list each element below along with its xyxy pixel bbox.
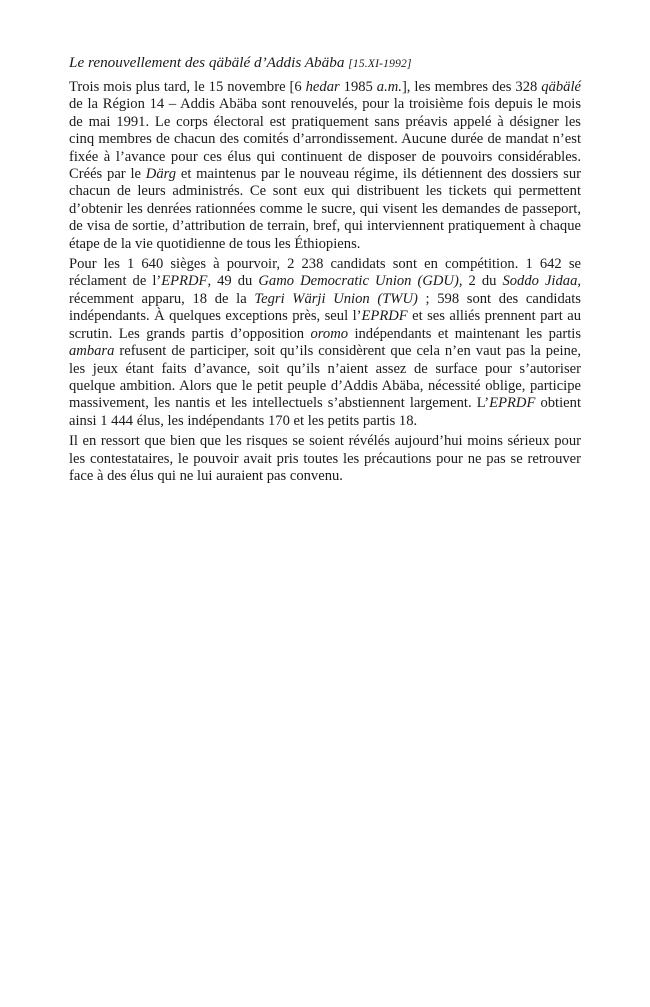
italic-run: EPRDF — [161, 273, 208, 290]
text-run: , 49 du — [207, 273, 259, 290]
section-title — [69, 54, 581, 73]
italic-run: EPRDF — [489, 395, 536, 412]
text-run: et maintenus par le nouveau régime, ils détiennent des dossiers sur chacun de leurs administrés. Ce sont eux qui distribuent les tickets qui permettent d’obtenir les denrées rationnées comme le sucre, qui visent les demandes de passeport, de visa de sortie, d’attribution de terrain, bref, qui interviennent pratiquement à chaque étape de la vie quotidienne de tous les Éthiopiens. — [69, 166, 581, 252]
italic-run: Gamo Democratic Union (GDU) — [258, 273, 459, 290]
text-run: indépendants et maintenant les partis — [348, 325, 581, 342]
text-run: de la Région 14 – Addis Abäba sont renouvelés, pour la troisième fois depuis le mois de mai 1991. Le corps électoral est pratiquement sans préavis appelé à désigner les cinq membres de chacun des comités d’arrondissement. Aucune durée de mandat n’est fixée à l’avance pour ces élus qui continuent de disposer de pouvoirs considérables. Créés par le — [69, 96, 581, 183]
italic-run: oromo — [310, 325, 349, 342]
italic-run: Soddo Jidaa — [502, 273, 578, 290]
italic-run: a.m. — [376, 79, 402, 95]
text-run: ], les membres des 328 — [401, 79, 542, 95]
text-run: Trois mois plus tard, le 15 novembre [6 — [69, 79, 306, 95]
text-run: Pour les 1 640 sièges à pourvoir, 2 238 candidats sont en compétition. 1 642 se réclament de l’ — [69, 256, 581, 290]
text-run: Il en ressort que bien que les risques se soient révélés aujourd’hui moins sérieux pour les contestataires, le pouvoir avait pris toutes les précautions pour ne pas se retrouver face à des élus qui ne lui auraient pas convenu. — [69, 433, 581, 484]
paragraph — [69, 256, 581, 430]
paragraph — [69, 433, 581, 485]
section-date: [15.XI-1992] — [348, 58, 412, 70]
italic-run: hedar — [305, 79, 340, 95]
text-run: 1985 — [339, 79, 377, 95]
italic-run: EPRDF — [361, 308, 408, 325]
text-run: , récemment apparu, 18 de la — [69, 273, 582, 307]
italic-run: Tegri Wärji Union (TWU) — [254, 290, 418, 307]
italic-run: Därg — [145, 166, 177, 183]
page-body — [69, 54, 581, 485]
text-run: , 2 du — [458, 273, 503, 290]
text-run: obtient ainsi 1 444 élus, les indépendants 170 et les petits partis 18. — [69, 395, 581, 429]
text-run: refusent de participer, soit qu’ils considèrent que cela n’en vaut pas la peine, les jeux étant faits d’avance, soit qu’ils n’aient assez de surface pour s’autoriser quelque ambition. Alors que le petit peuple d’Addis Abäba, nécessité oblige, participe massivement, les nantis et les intellectuels s’abstiennent largement. L’ — [69, 343, 581, 412]
italic-run: ambara — [69, 343, 115, 360]
italic-run: qäbälé — [541, 79, 582, 95]
paragraph — [69, 79, 581, 253]
text-run: et ses alliés prennent part au scrutin. Les grands partis d’opposition — [69, 308, 581, 342]
text-run: ; 598 sont des candidats indépendants. À quelques exceptions près, seul l’ — [69, 290, 581, 325]
section-title-text: Le renouvellement des qäbälé d’Addis Abäba — [69, 54, 345, 71]
